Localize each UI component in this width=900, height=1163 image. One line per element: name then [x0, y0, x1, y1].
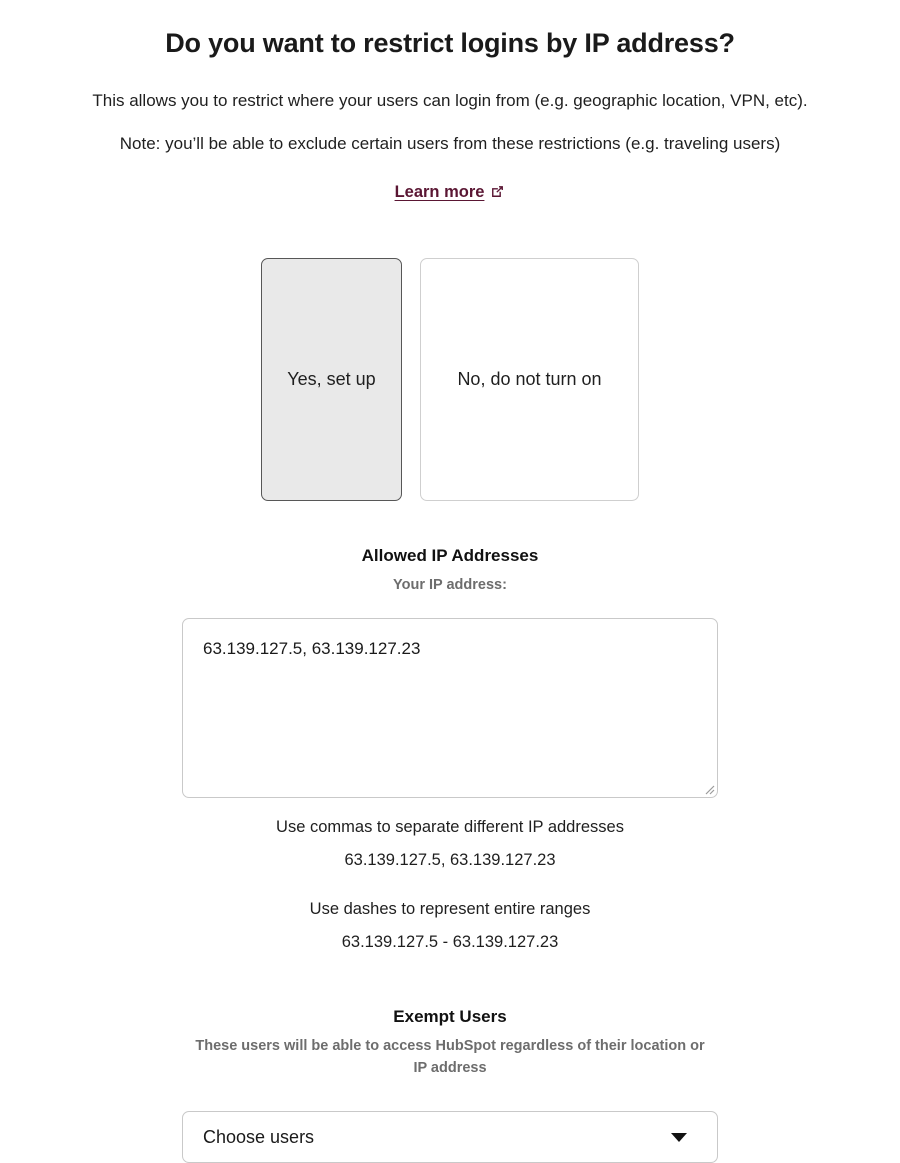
hint-commas: Use commas to separate different IP addresses [276, 818, 624, 836]
exempt-users-subtitle: These users will be able to access HubSpot regardless of their location or IP address [195, 1038, 705, 1076]
allowed-ip-addresses-title: Allowed IP Addresses [361, 546, 539, 565]
page-title: Do you want to restrict logins by IP address? [165, 28, 735, 58]
choice-card-yes-label: Yes, set up [287, 369, 376, 389]
exempt-users-title: Exempt Users [393, 1007, 507, 1026]
choice-card-no[interactable] [420, 258, 639, 501]
chevron-down-icon[interactable] [671, 1133, 687, 1142]
hint-dashes-example: 63.139.127.5 - 63.139.127.23 [341, 933, 559, 951]
learn-more-row [0, 181, 900, 206]
choice-card-yes[interactable] [261, 258, 402, 501]
external-link-icon[interactable] [490, 184, 505, 206]
choose-users-select[interactable] [182, 1111, 718, 1163]
choice-card-no-label: No, do not turn on [457, 369, 602, 389]
hint-dashes: Use dashes to represent entire ranges [309, 900, 591, 918]
allowed-ip-addresses-input[interactable] [182, 618, 718, 798]
hint-commas-example: 63.139.127.5, 63.139.127.23 [344, 851, 556, 869]
ip-textarea-container [182, 618, 718, 798]
description-paragraph-2: Note: you’ll be able to exclude certain users from these restrictions (e.g. traveling users) [119, 134, 781, 153]
choose-users-select-value: Choose users [203, 1126, 315, 1147]
description-paragraph-1: This allows you to restrict where your users can login from (e.g. geographic location, VPN, etc). [92, 91, 808, 110]
your-ip-address-label: Your IP address: [393, 577, 507, 593]
choice-card-group [0, 258, 900, 501]
learn-more-link[interactable]: Learn more [394, 183, 485, 201]
